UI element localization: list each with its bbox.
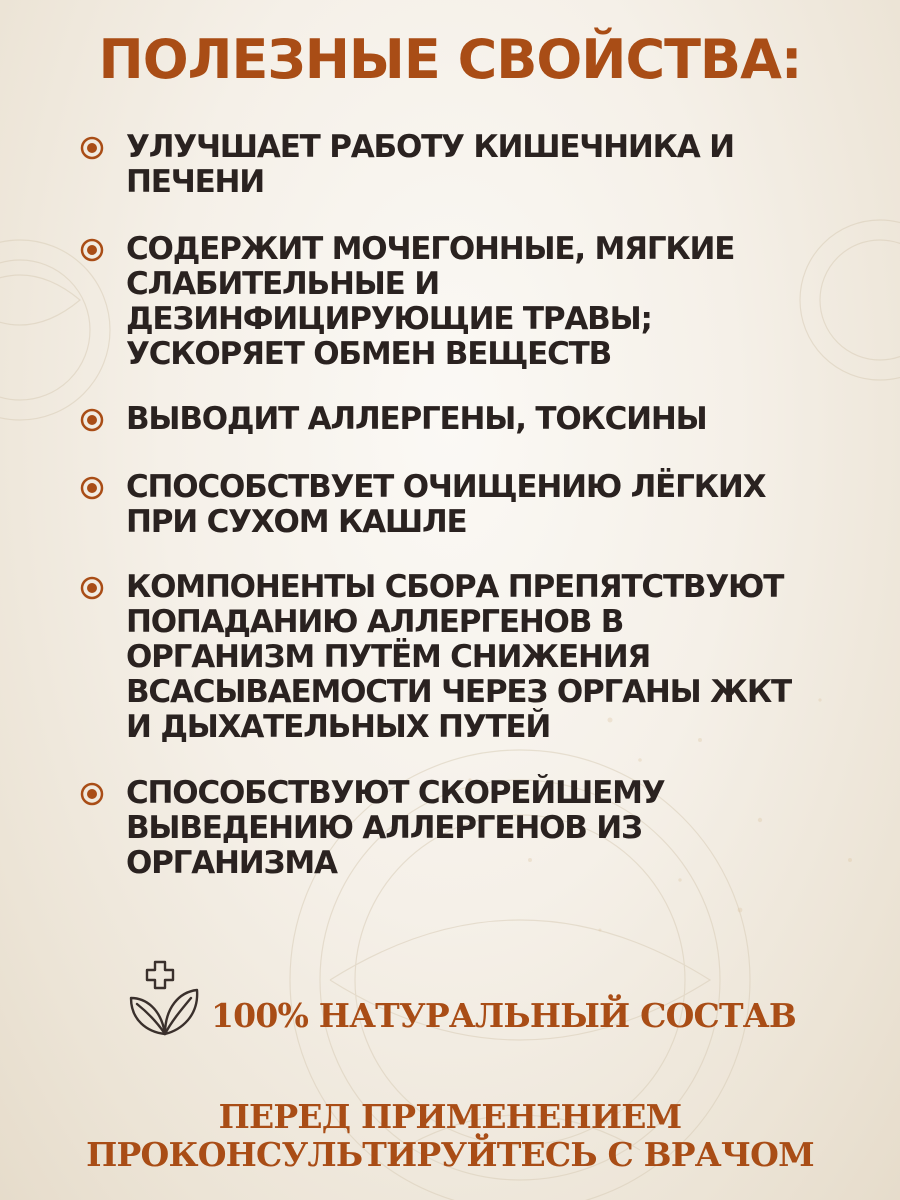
benefit-line: ВЫВОДИТ АЛЛЕРГЕНЫ, ТОКСИНЫ bbox=[126, 401, 707, 437]
benefit-line: КОМПОНЕНТЫ СБОРА ПРЕПЯТСТВУЮТ bbox=[126, 569, 784, 605]
page-title: ПОЛЕЗНЫЕ СВОЙСТВА: bbox=[98, 28, 802, 91]
benefit-line: СОДЕРЖИТ МОЧЕГОННЫЕ, МЯГКИЕ bbox=[126, 231, 735, 267]
target-circle-icon bbox=[80, 782, 104, 806]
benefit-line: ОРГАНИЗМА bbox=[126, 845, 337, 881]
warning-line-1: ПЕРЕД ПРИМЕНЕНИЕМ bbox=[218, 1097, 682, 1136]
target-circle-icon bbox=[80, 576, 104, 600]
benefit-text bbox=[126, 570, 791, 745]
benefit-line: СПОСОБСТВУЮТ СКОРЕЙШЕМУ bbox=[126, 775, 665, 811]
herbal-leaf-cross-icon bbox=[125, 958, 205, 1038]
benefit-item bbox=[80, 232, 820, 372]
benefit-line: УСКОРЯЕТ ОБМЕН ВЕЩЕСТВ bbox=[126, 336, 611, 372]
benefit-item bbox=[80, 776, 820, 881]
benefit-line: ОРГАНИЗМ ПУТЁМ СНИЖЕНИЯ bbox=[126, 639, 651, 675]
benefit-item bbox=[80, 402, 820, 437]
target-circle-icon bbox=[80, 476, 104, 500]
benefit-line: СЛАБИТЕЛЬНЫЕ И bbox=[126, 266, 439, 302]
benefit-text bbox=[126, 470, 765, 540]
benefit-text bbox=[126, 402, 707, 437]
benefit-line: ВСАСЫВАЕМОСТИ ЧЕРЕЗ ОРГАНЫ ЖКТ bbox=[126, 674, 791, 710]
natural-composition-label: 100% НАТУРАЛЬНЫЙ СОСТАВ bbox=[211, 996, 796, 1035]
benefit-line: И ДЫХАТЕЛЬНЫХ ПУТЕЙ bbox=[126, 709, 551, 745]
benefit-line: ВЫВЕДЕНИЮ АЛЛЕРГЕНОВ ИЗ bbox=[126, 810, 642, 846]
benefit-item bbox=[80, 130, 820, 200]
target-circle-icon bbox=[80, 136, 104, 160]
warning-line-2: ПРОКОНСУЛЬТИРУЙТЕСЬ С ВРАЧОМ bbox=[86, 1135, 814, 1174]
target-circle-icon bbox=[80, 238, 104, 262]
benefit-text bbox=[126, 130, 734, 200]
benefit-line: СПОСОБСТВУЕТ ОЧИЩЕНИЮ ЛЁГКИХ bbox=[126, 469, 766, 505]
benefit-line: ПЕЧЕНИ bbox=[126, 164, 265, 200]
natural-composition-badge bbox=[125, 958, 805, 1038]
benefit-item bbox=[80, 470, 820, 540]
benefit-text bbox=[126, 776, 664, 881]
benefit-line: ПОПАДАНИЮ АЛЛЕРГЕНОВ В bbox=[126, 604, 624, 640]
benefit-item bbox=[80, 570, 820, 745]
benefit-line: ПРИ СУХОМ КАШЛЕ bbox=[126, 504, 467, 540]
benefit-line: УЛУЧШАЕТ РАБОТУ КИШЕЧНИКА И bbox=[126, 129, 734, 165]
doctor-consult-warning bbox=[0, 1098, 900, 1174]
benefit-line: ДЕЗИНФИЦИРУЮЩИЕ ТРАВЫ; bbox=[126, 301, 652, 337]
target-circle-icon bbox=[80, 408, 104, 432]
benefit-text bbox=[126, 232, 734, 372]
